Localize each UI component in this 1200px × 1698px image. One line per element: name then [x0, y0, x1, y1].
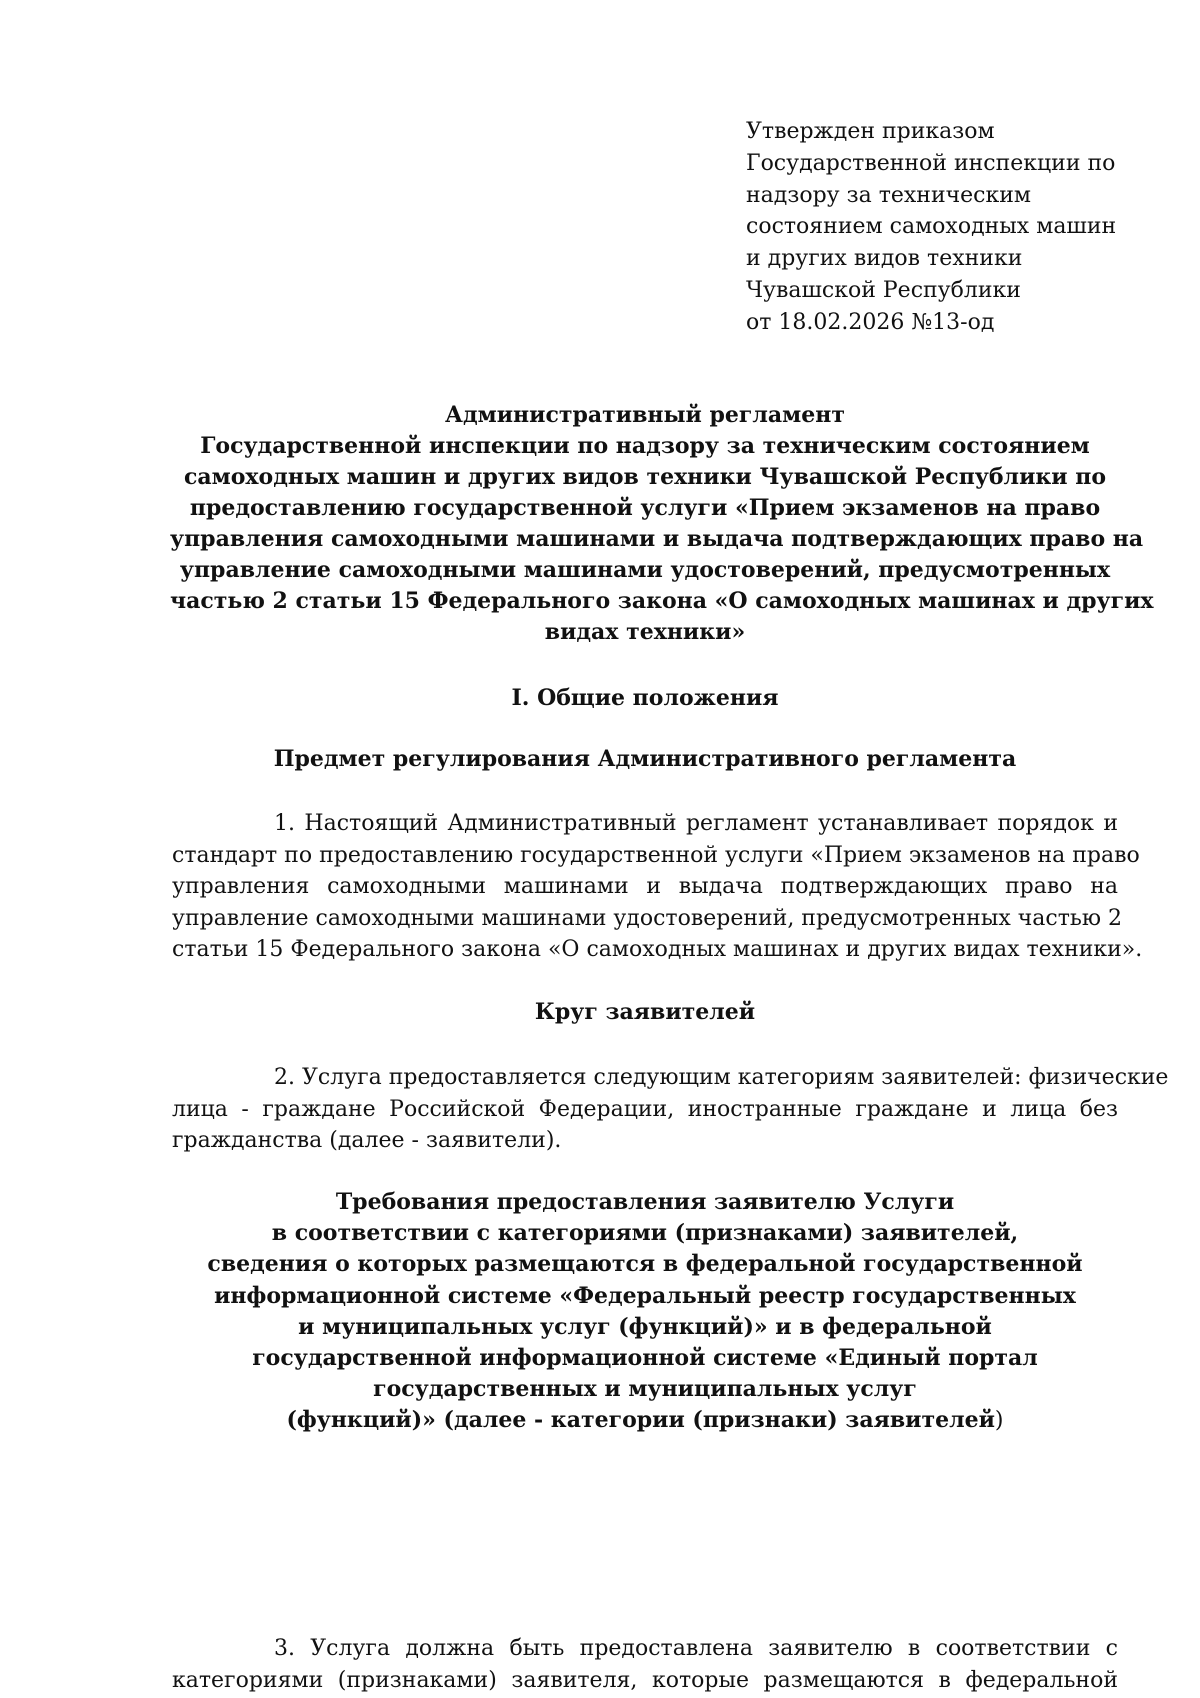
document-title	[170, 400, 1154, 648]
title-line: Государственной инспекции по надзору за техническим состоянием	[200, 433, 1090, 459]
requirements-closing-paren: )	[994, 1408, 1004, 1434]
title-line: частью 2 статьи 15 Федерального закона «О самоходных машинах и других	[170, 588, 1154, 614]
section-heading-general: I. Общие положения	[511, 685, 779, 711]
title-line: видах техники»	[544, 619, 746, 645]
title-line: самоходных машин и других видов техники Чувашской Республики по	[183, 464, 1107, 490]
title-line: управления самоходными машинами и выдача подтверждающих право на	[170, 526, 1144, 552]
paragraph-line: 1. Настоящий Административный регламент устанавливает порядок и	[274, 811, 1118, 836]
requirements-line: Требования предоставления заявителю Услуги	[335, 1189, 955, 1215]
approval-line: Чувашской Республики	[746, 277, 1021, 303]
approval-line: Государственной инспекции по	[746, 150, 1116, 176]
paragraph-line: статьи 15 Федерального закона «О самоходных машинах и других видах техники».	[172, 937, 1143, 963]
paragraph-3	[172, 1633, 1118, 1696]
title-line: Административный регламент	[445, 402, 845, 428]
paragraph-line: 3. Услуга должна быть предоставлена заявителю в соответствии с	[274, 1636, 1118, 1661]
requirements-line: сведения о которых размещаются в федеральной государственной	[207, 1251, 1083, 1278]
paragraph-line: управление самоходными машинами удостоверений, предусмотренных частью 2	[172, 905, 1123, 931]
subheading-applicants: Круг заявителей	[534, 999, 756, 1025]
paragraph-2	[172, 1062, 1169, 1157]
paragraph-line: лица - граждане Российской Федерации, иностранные граждане и лица без	[172, 1096, 1118, 1122]
requirements-line: в соответствии с категориями (признаками) заявителей,	[271, 1220, 1019, 1247]
approval-line: Утвержден приказом	[746, 119, 995, 144]
requirements-line: государственной информационной системе «Единый портал	[252, 1345, 1038, 1372]
requirements-last-bold: (функций)» (далее - категории (признаки) заявителей	[286, 1407, 995, 1434]
requirements-line: и муниципальных услуг (функций)» и в федеральной	[298, 1313, 992, 1340]
paragraph-line: категориями (признаками) заявителя, которые размещаются в федеральной	[172, 1667, 1118, 1693]
requirements-line-last	[170, 1405, 1120, 1436]
requirements-line: информационной системе «Федеральный реестр государственных	[214, 1282, 1076, 1309]
paragraph-line: управления самоходными машинами и выдача подтверждающих право на	[172, 874, 1118, 900]
approval-line: и других видов техники	[746, 246, 1023, 272]
paragraph-line: 2. Услуга предоставляется следующим категориям заявителей: физические	[274, 1065, 1169, 1090]
title-line: предоставлению государственной услуги «Прием экзаменов на право	[189, 495, 1101, 521]
approval-line: надзору за техническим	[746, 182, 1032, 208]
paragraph-line: гражданства (далее - заявители).	[172, 1128, 562, 1154]
subheading-subject: Предмет регулирования Административного регламента	[273, 746, 1017, 772]
requirements-line: государственных и муниципальных услуг	[373, 1376, 917, 1403]
approval-line: состоянием самоходных машин	[746, 214, 1117, 240]
title-line: управление самоходными машинами удостоверений, предусмотренных	[179, 557, 1111, 583]
paragraph-line: стандарт по предоставлению государственной услуги «Прием экзаменов на право	[172, 842, 1140, 868]
approval-stamp	[746, 116, 1146, 339]
paragraph-1	[172, 808, 1143, 966]
subheading-requirements	[170, 1187, 1120, 1437]
approval-line: от 18.02.2026 №13-од	[746, 309, 995, 335]
